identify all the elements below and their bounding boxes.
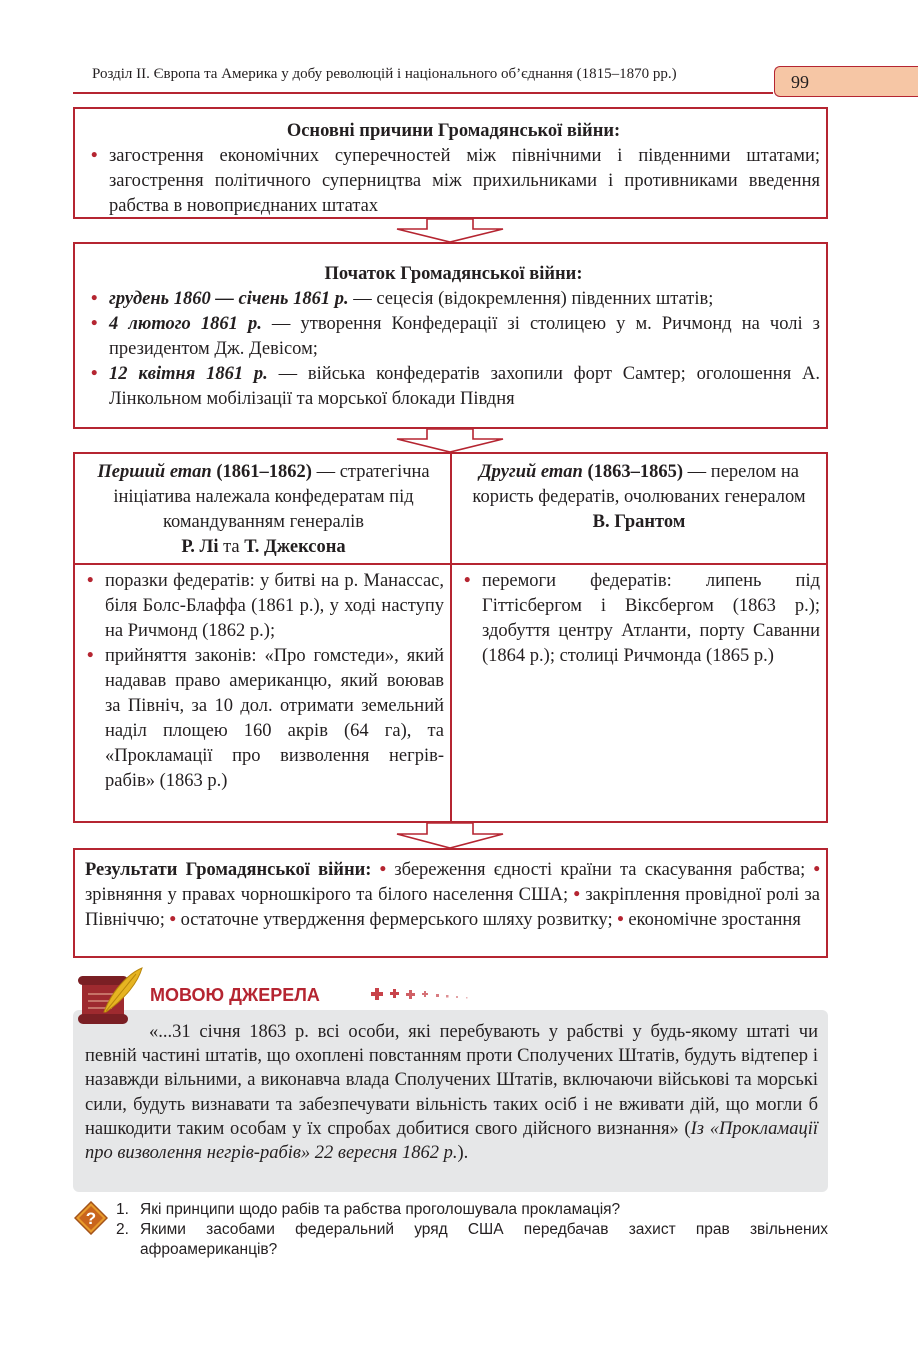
header-rule	[73, 92, 773, 94]
source-citation: Із «Прокламації про визволення негрів-рабів» 22 вересня 1862 р.	[85, 1118, 818, 1164]
question-item	[112, 1200, 828, 1220]
source-heading: МОВОЮ ДЖЕРЕЛА	[150, 985, 320, 1005]
start-text: — сецесія (відокремлення) південних штатів;	[348, 289, 714, 309]
stage2-list	[460, 569, 820, 669]
stage1-events-box	[73, 563, 452, 823]
stage2-heading-box	[450, 452, 828, 565]
citation-open: (	[678, 1118, 691, 1139]
result-item: остаточне утвердження фермерського шляху розвитку;	[180, 910, 613, 930]
stage2-item: • перемоги федератів: липень під Гіттісбергом і Віксбергом (1863 р.); здобуття центру Атланти, порту Саванни (1864 р.); столиці Ричмонда (1865 р.)	[460, 569, 820, 669]
flow-arrow-down-icon	[395, 429, 505, 453]
causes-item: • загострення економічних суперечностей між північними і південними штатами; загострення політичного суперництва між прихильниками і противниками введення рабства в новоприєднаних штатах	[87, 144, 820, 219]
question-number: 1.	[116, 1201, 129, 1218]
stage2-events-box	[450, 563, 828, 823]
source-quote-box	[73, 1010, 828, 1192]
start-item	[87, 287, 820, 312]
stage1-list	[83, 569, 444, 794]
start-item	[87, 362, 820, 412]
stage1-item: • прийняття законів: «Про гомстеди», який надавав право американцю, який воював за Північ, за 10 дол. отримати земельний наділ площею 160 акрів (64 га), та «Прокламації про визволення негрів-рабів» (1863 р.)	[83, 644, 444, 794]
page-number: 99	[791, 72, 809, 92]
bullet-dot: •	[617, 910, 624, 930]
bullet-dot: •	[813, 860, 821, 880]
stage1-conj: та	[218, 537, 245, 557]
bullet-dot: •	[573, 885, 581, 905]
causes-box	[73, 107, 828, 219]
start-date: грудень 1860 — січень 1861 р.	[109, 289, 349, 309]
stage2-general: В. Грантом	[592, 512, 686, 532]
question-item	[112, 1220, 828, 1260]
questions-list	[112, 1200, 828, 1260]
stage2-desc: — перелом на користь федератів, очолюваних генералом	[472, 462, 806, 507]
running-head: Розділ ІІ. Європа та Америка у добу революцій і національного об’єднання (1815–1870 рр.)	[92, 66, 677, 82]
stage1-years: (1861–1862)	[211, 462, 312, 482]
svg-text:?: ?	[85, 1209, 97, 1228]
source-quote-paragraph	[85, 1020, 818, 1165]
stage1-general-2: Т. Джексона	[244, 537, 346, 557]
question-icon	[74, 1201, 108, 1235]
result-item: зрівняння у правах чорношкірого та білого населення США;	[85, 885, 569, 905]
stage1-name: Перший етап	[97, 462, 212, 482]
results-title: Результати Громадянської війни:	[85, 860, 372, 880]
start-title: Початок Громадянської війни:	[324, 264, 583, 284]
ornament-icon	[366, 986, 474, 1004]
source-quote: «...31 січня 1863 р. всі особи, які перебувають у рабстві у будь-якому штаті чи певній частині штатів, що охоплені повстанням проти Сполучених Штатів, будуть відтепер і назавжди вільними, а виконавча влада Сполучених Штатів, включаючи військові та морські сили, будуть визнавати та забезпечувати вільність таких осіб і не вживати дій, що могли б нашкодити таким особам у їх спробах добитися свого дійсного визнання»	[85, 1022, 818, 1139]
stage1-item: • поразки федератів: у битві на р. Манассас, біля Болс-Блаффа (1861 р.), у ході наступу на Ричмонд (1862 р.);	[83, 569, 444, 644]
start-item	[87, 312, 820, 362]
causes-list	[87, 144, 820, 219]
start-list	[87, 287, 820, 412]
stage2-name: Другий етап	[479, 462, 583, 482]
bullet-dot: •	[379, 860, 387, 880]
scroll-quill-icon	[74, 966, 146, 1028]
flow-arrow-down-icon	[395, 823, 505, 849]
start-date: 12 квітня 1861 р.	[109, 364, 268, 384]
start-text: — утворення Конфедерації зі столицею у м. Ричмонд на чолі з президентом Дж. Девісом;	[109, 314, 820, 359]
bullet-dot: •	[169, 910, 176, 930]
start-text: — війська конфедератів захопили форт Самтер; оголошення А. Лінкольном мобілізації та морської блокади Півдня	[109, 364, 820, 409]
causes-title: Основні причини Громадянської війни:	[286, 121, 621, 141]
start-box	[73, 242, 828, 429]
page-number-tab	[774, 66, 918, 97]
stage1-desc: — стратегічна ініціатива належала конфедератам під командуванням генералів	[113, 462, 430, 532]
result-item: збереження єдності країни та скасування рабства;	[394, 860, 806, 880]
results-box	[73, 848, 828, 958]
start-date: 4 лютого 1861 р.	[109, 314, 262, 334]
citation-close: ).	[457, 1143, 469, 1164]
stage1-general-1: Р. Лі	[181, 537, 219, 557]
result-item: економічне зростання	[628, 910, 801, 930]
flow-arrow-down-icon	[395, 219, 505, 243]
question-text: Які принципи щодо рабів та рабства проголошувала прокламація?	[140, 1201, 621, 1218]
question-number: 2.	[116, 1221, 129, 1238]
result-item: закріплення провідної ролі за Північчю;	[85, 885, 821, 930]
stage2-years: (1863–1865)	[582, 462, 684, 482]
stage1-heading-box	[73, 452, 452, 565]
question-text: Якими засобами федеральний уряд США передбачав захист прав звільнених афроамериканців?	[140, 1221, 828, 1258]
